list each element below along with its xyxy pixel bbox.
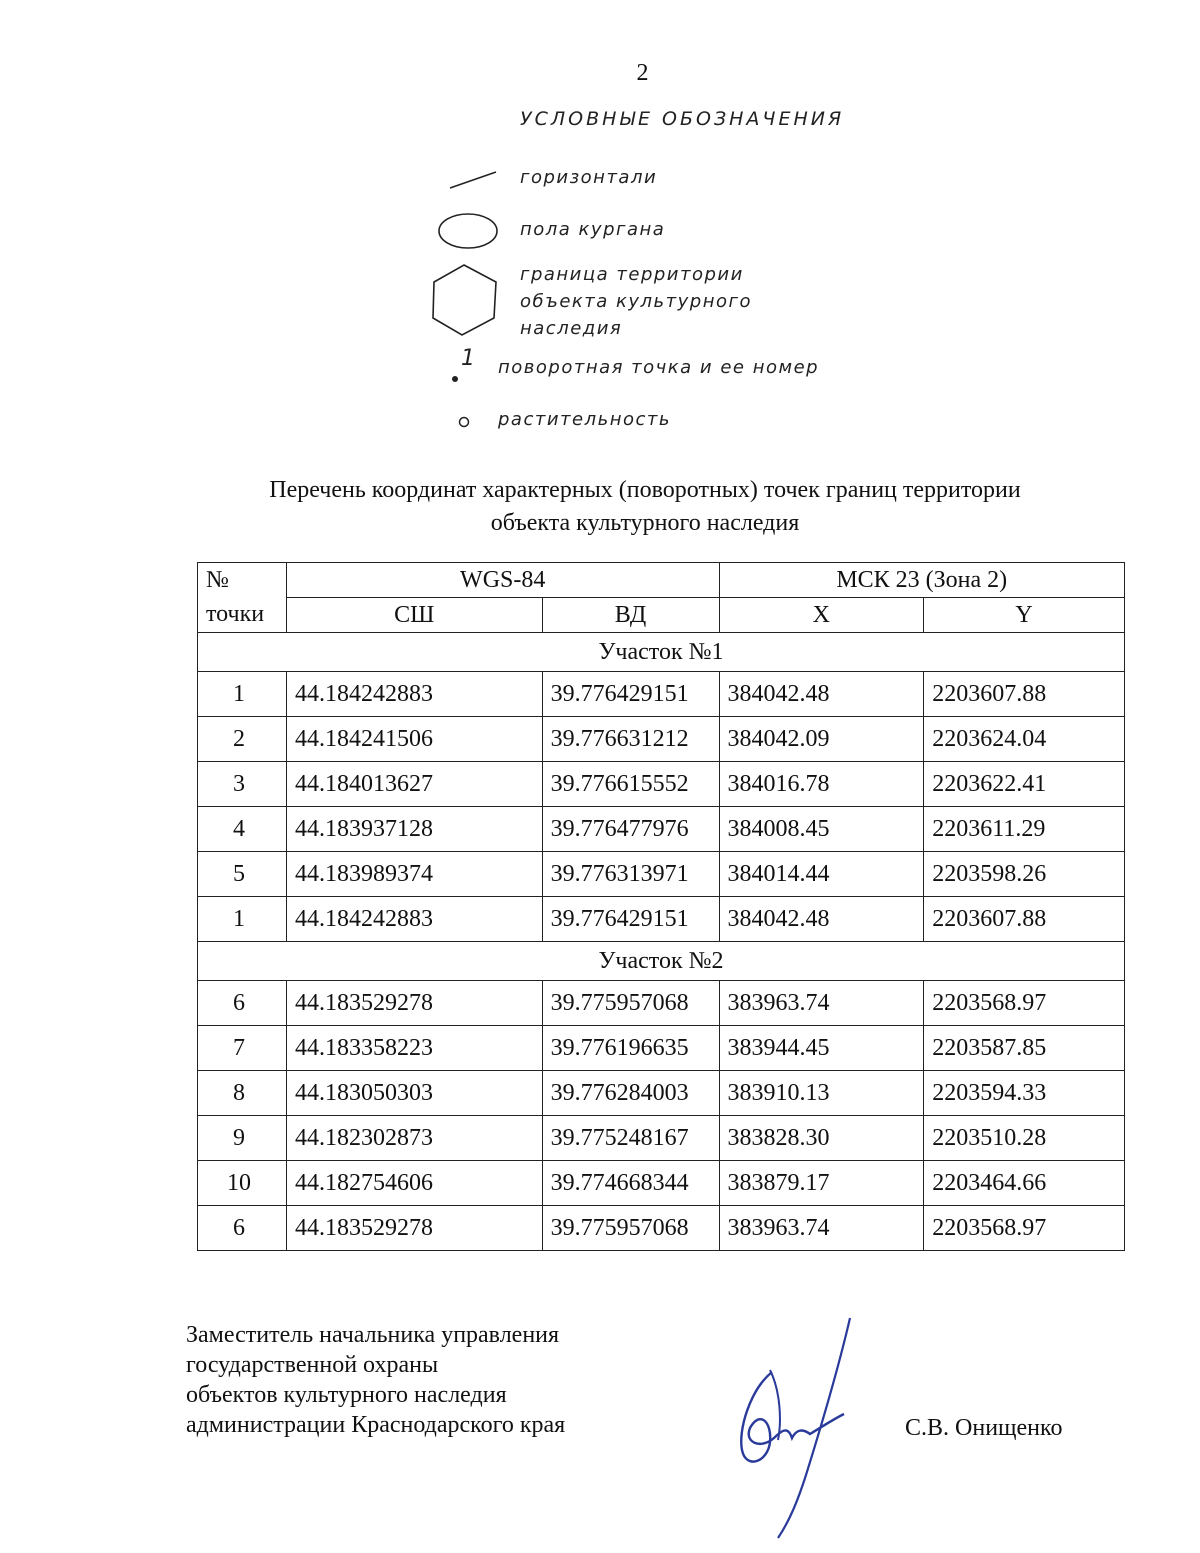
point-number-cell: 6	[198, 1206, 287, 1251]
longitude-cell: 39.776313971	[542, 852, 719, 897]
header-msk23: МСК 23 (Зона 2)	[719, 563, 1125, 598]
x-cell: 384016.78	[719, 762, 924, 807]
section-row	[198, 633, 1125, 672]
y-cell: 2203587.85	[924, 1026, 1125, 1071]
table-row	[198, 1026, 1125, 1071]
x-cell: 383963.74	[719, 1206, 924, 1251]
y-cell: 2203607.88	[924, 672, 1125, 717]
y-cell: 2203510.28	[924, 1116, 1125, 1161]
point-number-cell: 2	[198, 717, 287, 762]
x-cell: 383963.74	[719, 981, 924, 1026]
legend-boundary-line: объекта культурного	[520, 291, 752, 312]
table-row	[198, 807, 1125, 852]
latitude-cell: 44.182302873	[286, 1116, 542, 1161]
x-cell: 384008.45	[719, 807, 924, 852]
position-line: администрации Краснодарского края	[186, 1412, 566, 1438]
table-subheader-row	[198, 598, 1125, 633]
table-row	[198, 717, 1125, 762]
table-body	[198, 633, 1125, 1251]
point-number-cell: 1	[198, 672, 287, 717]
header-point-label: точки	[198, 598, 287, 633]
x-cell: 383828.30	[719, 1116, 924, 1161]
section-title: Участок №2	[198, 942, 1125, 981]
x-cell: 383910.13	[719, 1071, 924, 1116]
handwritten-signature	[720, 1310, 870, 1540]
legend-label-vegetation: растительность	[498, 409, 671, 430]
point-number-cell: 5	[198, 852, 287, 897]
y-cell: 2203622.41	[924, 762, 1125, 807]
table-row	[198, 762, 1125, 807]
y-cell: 2203594.33	[924, 1071, 1125, 1116]
turning-point-marker: 1	[461, 346, 475, 371]
table-row	[198, 981, 1125, 1026]
latitude-cell: 44.184242883	[286, 897, 542, 942]
header-point-number: №	[198, 563, 287, 598]
latitude-cell: 44.183050303	[286, 1071, 542, 1116]
longitude-cell: 39.775957068	[542, 1206, 719, 1251]
longitude-cell: 39.775957068	[542, 981, 719, 1026]
small-circle-icon	[456, 414, 472, 430]
y-cell: 2203568.97	[924, 1206, 1125, 1251]
latitude-cell: 44.182754606	[286, 1161, 542, 1206]
legend-label-mound: пола кургана	[520, 219, 666, 240]
page-number: 2	[636, 60, 649, 86]
longitude-cell: 39.776284003	[542, 1071, 719, 1116]
y-cell: 2203624.04	[924, 717, 1125, 762]
heading-line: Перечень координат характерных (поворотных) точек границ территории	[269, 477, 1021, 503]
y-cell: 2203568.97	[924, 981, 1125, 1026]
table-row	[198, 1071, 1125, 1116]
latitude-cell: 44.184013627	[286, 762, 542, 807]
table-row	[198, 1161, 1125, 1206]
signatory-name: С.В. Онищенко	[905, 1415, 1063, 1441]
position-line: государственной охраны	[186, 1352, 439, 1378]
y-cell: 2203464.66	[924, 1161, 1125, 1206]
point-number-cell: 4	[198, 807, 287, 852]
section-row	[198, 942, 1125, 981]
point-number-cell: 1	[198, 897, 287, 942]
longitude-cell: 39.776615552	[542, 762, 719, 807]
signatory-position	[186, 1320, 565, 1440]
table-heading	[150, 474, 1140, 540]
longitude-cell: 39.776631212	[542, 717, 719, 762]
hexagon-icon	[430, 262, 500, 338]
point-number-cell: 10	[198, 1161, 287, 1206]
table-row	[198, 1206, 1125, 1251]
longitude-cell: 39.774668344	[542, 1161, 719, 1206]
y-cell: 2203607.88	[924, 897, 1125, 942]
legend-title: УСЛОВНЫЕ ОБОЗНАЧЕНИЯ	[520, 108, 845, 130]
x-cell: 383944.45	[719, 1026, 924, 1071]
x-cell: 384042.09	[719, 717, 924, 762]
legend-label-contours: горизонтали	[520, 167, 658, 188]
point-number-cell: 7	[198, 1026, 287, 1071]
table-row	[198, 1116, 1125, 1161]
latitude-cell: 44.184241506	[286, 717, 542, 762]
table-row	[198, 897, 1125, 942]
table-header-row	[198, 563, 1125, 598]
table-row	[198, 672, 1125, 717]
latitude-cell: 44.183529278	[286, 981, 542, 1026]
y-cell: 2203611.29	[924, 807, 1125, 852]
header-x: X	[719, 598, 924, 633]
longitude-cell: 39.776429151	[542, 897, 719, 942]
x-cell: 384014.44	[719, 852, 924, 897]
x-cell: 384042.48	[719, 897, 924, 942]
header-latitude: СШ	[286, 598, 542, 633]
section-title: Участок №1	[198, 633, 1125, 672]
latitude-cell: 44.183529278	[286, 1206, 542, 1251]
ellipse-icon	[436, 210, 500, 252]
longitude-cell: 39.775248167	[542, 1116, 719, 1161]
point-number-cell: 8	[198, 1071, 287, 1116]
turning-point-icon	[448, 346, 478, 392]
position-line: объектов культурного наследия	[186, 1382, 507, 1408]
table-row	[198, 852, 1125, 897]
x-cell: 383879.17	[719, 1161, 924, 1206]
legend-boundary-line: наследия	[520, 318, 623, 339]
y-cell: 2203598.26	[924, 852, 1125, 897]
latitude-cell: 44.183989374	[286, 852, 542, 897]
latitude-cell: 44.184242883	[286, 672, 542, 717]
header-y: Y	[924, 598, 1125, 633]
header-wgs84: WGS-84	[286, 563, 719, 598]
longitude-cell: 39.776429151	[542, 672, 719, 717]
contour-line-icon	[448, 168, 500, 192]
point-number-cell: 3	[198, 762, 287, 807]
turning-point-dot	[452, 376, 458, 382]
x-cell: 384042.48	[719, 672, 924, 717]
point-number-cell: 9	[198, 1116, 287, 1161]
latitude-cell: 44.183937128	[286, 807, 542, 852]
longitude-cell: 39.776477976	[542, 807, 719, 852]
heading-line: объекта культурного наследия	[490, 510, 800, 536]
position-line: Заместитель начальника управления	[186, 1322, 560, 1348]
point-number-cell: 6	[198, 981, 287, 1026]
coordinates-table	[197, 562, 1125, 1251]
longitude-cell: 39.776196635	[542, 1026, 719, 1071]
legend-label-boundary	[520, 261, 752, 342]
header-longitude: ВД	[542, 598, 719, 633]
legend-label-turning-point: поворотная точка и ее номер	[498, 357, 820, 378]
legend-boundary-line: граница территории	[520, 264, 744, 285]
latitude-cell: 44.183358223	[286, 1026, 542, 1071]
